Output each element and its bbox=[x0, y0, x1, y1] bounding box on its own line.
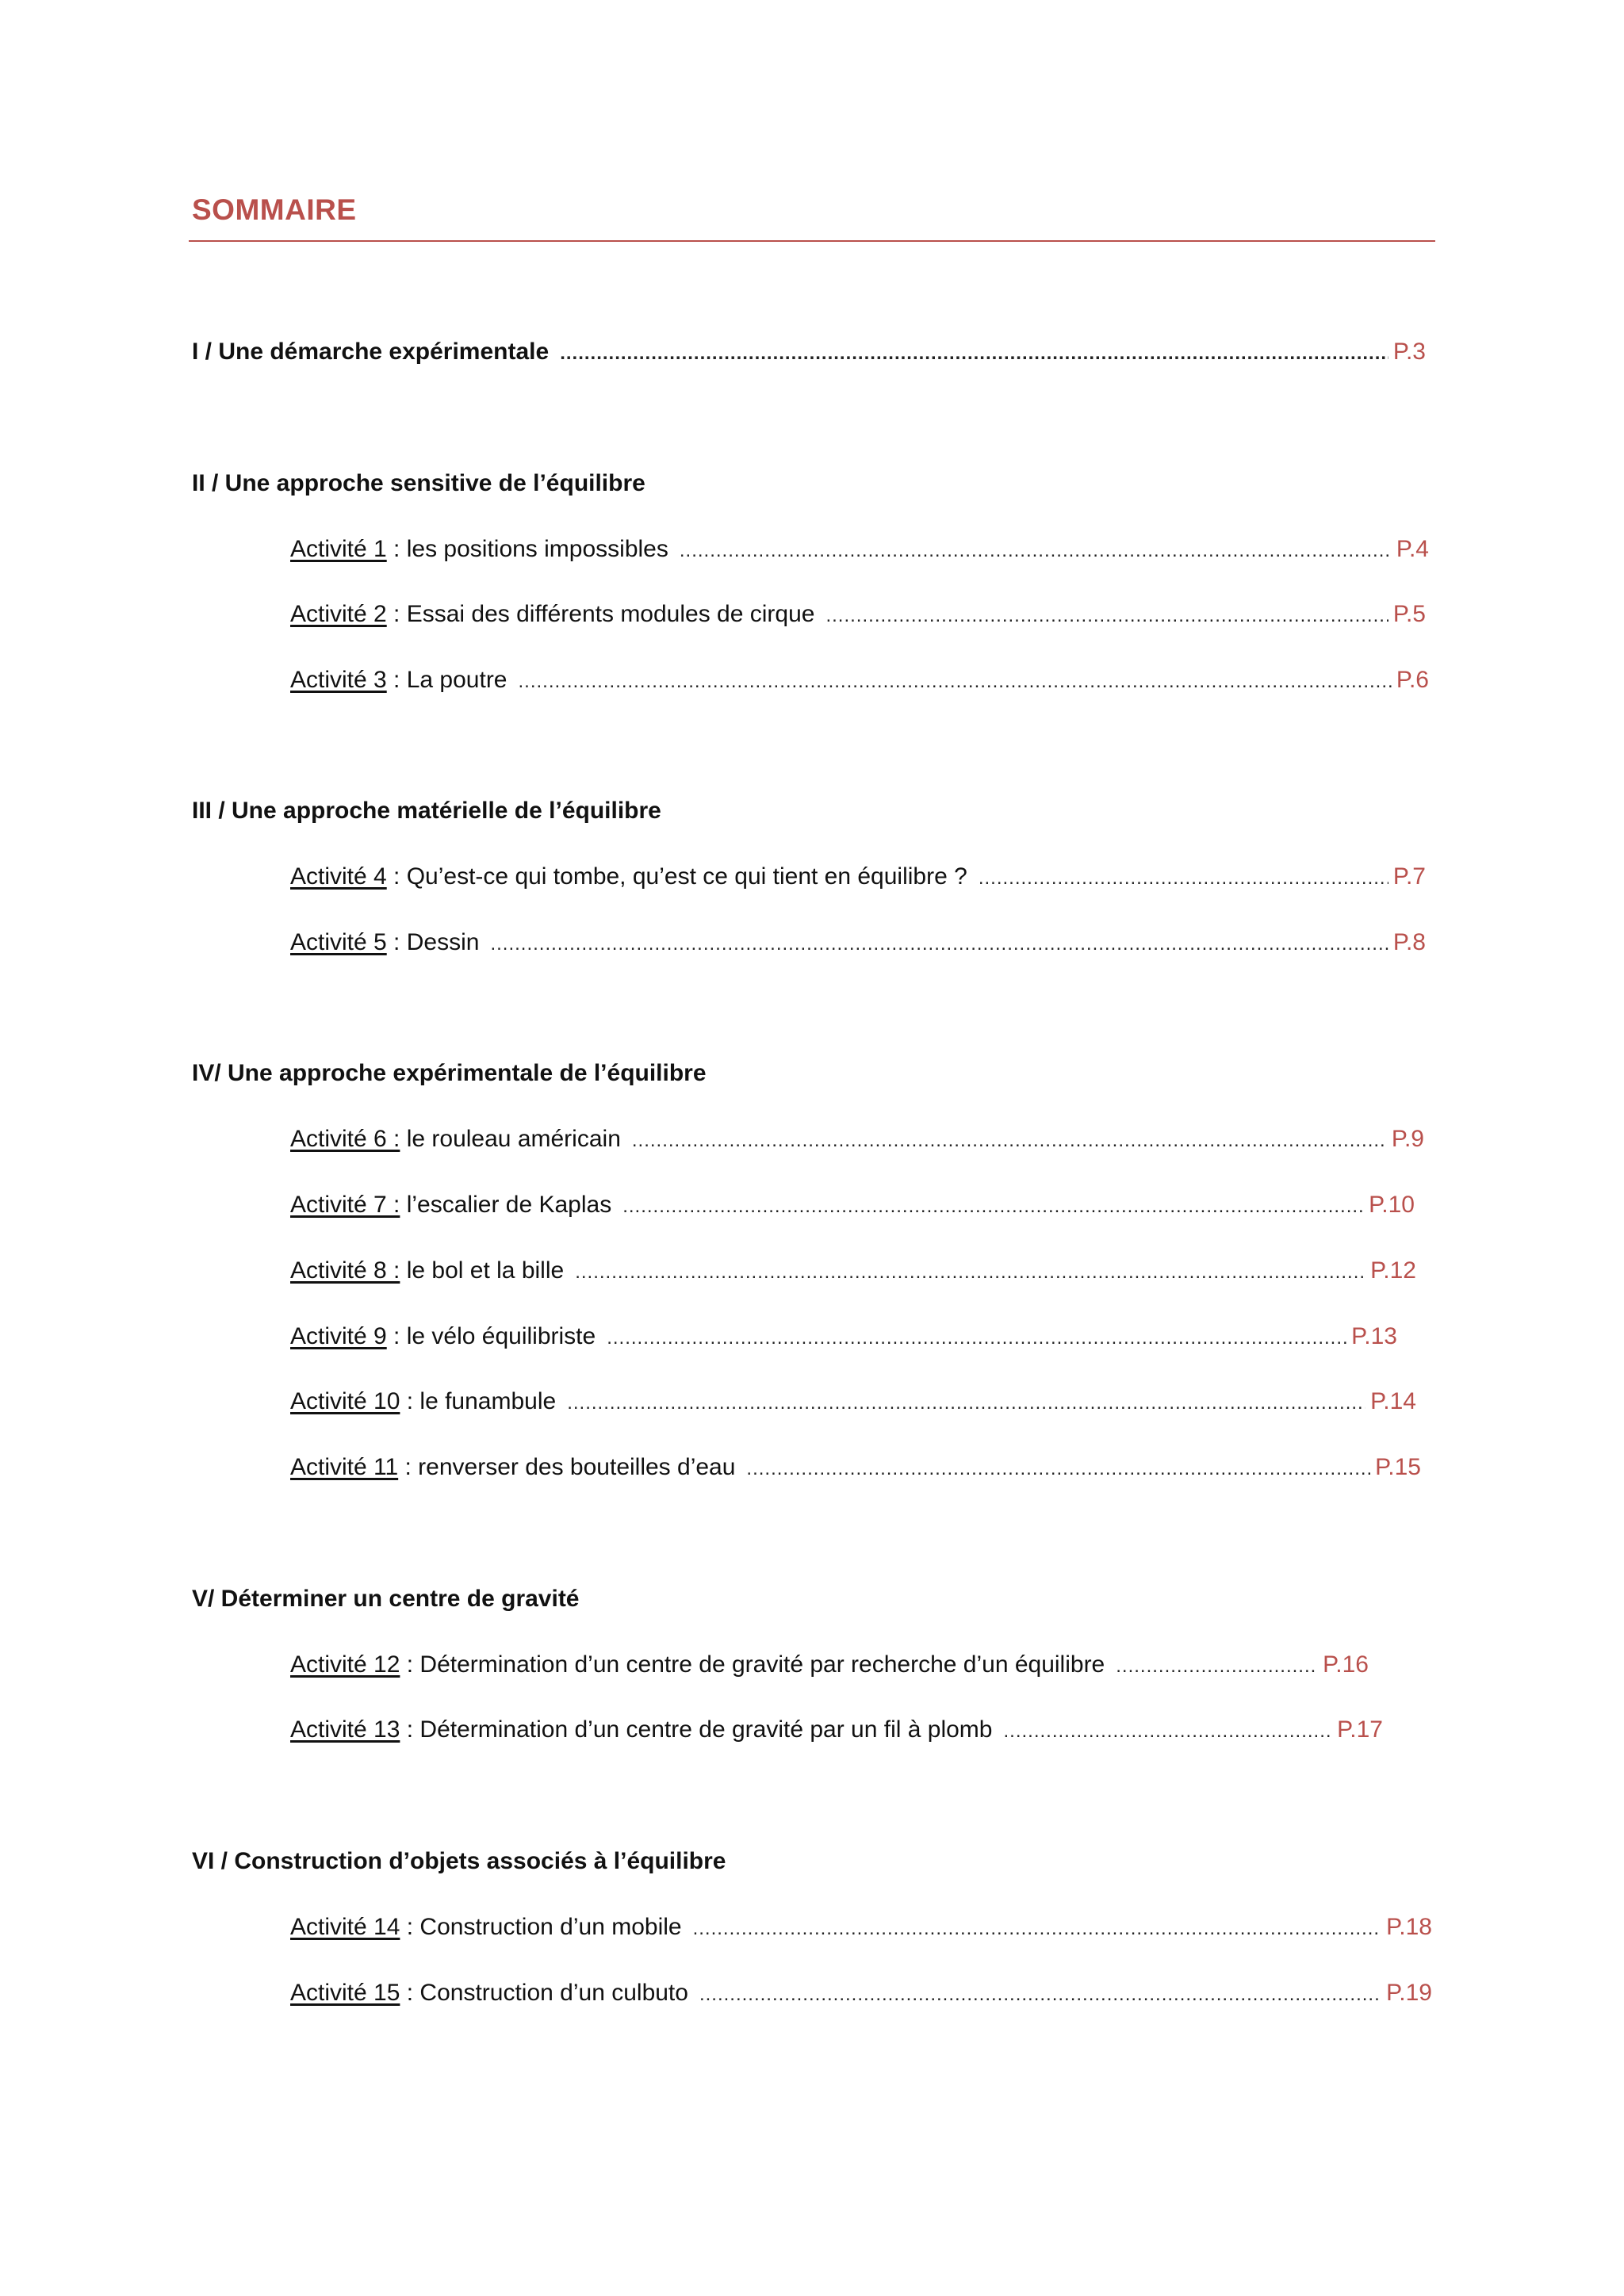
toc-section-2 bbox=[192, 468, 645, 499]
activity-title: : Essai des différents modules de cirque bbox=[386, 601, 815, 627]
page-number: P.18 bbox=[1386, 1914, 1432, 1940]
dot-leader bbox=[567, 1387, 1365, 1419]
activity-title: : le funambule bbox=[400, 1388, 557, 1414]
activity-title: le rouleau américain bbox=[400, 1126, 621, 1152]
title-divider bbox=[189, 240, 1435, 242]
dot-leader bbox=[979, 863, 1388, 894]
activity-title: : Qu’est-ce qui tombe, qu’est ce qui tient en équilibre ? bbox=[386, 863, 967, 890]
page-number: P.9 bbox=[1391, 1126, 1424, 1152]
activity-title: : renverser des bouteilles d’eau bbox=[398, 1454, 736, 1480]
page-number: P.19 bbox=[1386, 1980, 1432, 2006]
activity-title: : Construction d’un mobile bbox=[400, 1914, 682, 1940]
toc-section-6 bbox=[192, 1846, 726, 1877]
page-number: P.12 bbox=[1370, 1257, 1416, 1284]
activity-label: Activité 14 bbox=[290, 1914, 400, 1940]
activity-label: Activité 8 : bbox=[290, 1257, 400, 1284]
activity-title: : le vélo équilibriste bbox=[386, 1323, 596, 1349]
toc-section-title: IV/ Une approche expérimentale de l’équilibre bbox=[192, 1060, 707, 1086]
toc-activity-11[interactable] bbox=[290, 1452, 1421, 1483]
page-number: P.5 bbox=[1392, 601, 1426, 627]
page-number: P.7 bbox=[1392, 863, 1426, 890]
toc-activity-4[interactable] bbox=[290, 861, 1426, 893]
dot-leader bbox=[519, 666, 1392, 698]
activity-label: Activité 1 bbox=[290, 536, 387, 562]
toc-section-title: V/ Déterminer un centre de gravité bbox=[192, 1586, 580, 1612]
toc-activity-14[interactable] bbox=[290, 1911, 1432, 1943]
toc-activity-13[interactable] bbox=[290, 1714, 1383, 1746]
activity-title: le bol et la bille bbox=[400, 1257, 565, 1284]
page-number: P.3 bbox=[1392, 339, 1426, 365]
activity-title: : Détermination d’un centre de gravité par recherche d’un équilibre bbox=[400, 1651, 1105, 1678]
toc-section-4 bbox=[192, 1058, 707, 1089]
page-number: P.14 bbox=[1370, 1388, 1416, 1414]
toc-activity-6[interactable] bbox=[290, 1123, 1424, 1155]
page-number: P.8 bbox=[1392, 929, 1426, 955]
toc-section-3 bbox=[192, 795, 661, 827]
toc-section-1[interactable] bbox=[192, 336, 1426, 368]
page-number: P.17 bbox=[1337, 1716, 1383, 1743]
activity-label: Activité 2 bbox=[290, 601, 387, 627]
dot-leader bbox=[1003, 1716, 1332, 1747]
activity-label: Activité 9 bbox=[290, 1323, 387, 1349]
toc-activity-12[interactable] bbox=[290, 1649, 1369, 1681]
toc-activity-8[interactable] bbox=[290, 1255, 1416, 1287]
toc-section-title: II / Une approche sensitive de l’équilibre bbox=[192, 470, 645, 496]
toc-activity-5[interactable] bbox=[290, 927, 1426, 959]
activity-label: Activité 7 : bbox=[290, 1192, 400, 1218]
activity-label: Activité 3 bbox=[290, 667, 387, 693]
toc-section-5 bbox=[192, 1583, 580, 1615]
toc-activity-3[interactable] bbox=[290, 664, 1429, 696]
page-number: P.6 bbox=[1396, 667, 1429, 693]
dot-leader bbox=[746, 1453, 1370, 1485]
activity-title: : Construction d’un culbuto bbox=[400, 1980, 688, 2006]
activity-title: : Dessin bbox=[386, 929, 480, 955]
toc-section-title: I / Une démarche expérimentale bbox=[192, 339, 550, 365]
page-title: SOMMAIRE bbox=[192, 193, 357, 226]
dot-leader bbox=[680, 535, 1392, 567]
activity-label: Activité 11 bbox=[290, 1454, 399, 1480]
activity-title: l’escalier de Kaplas bbox=[400, 1192, 612, 1218]
page-number: P.10 bbox=[1369, 1192, 1415, 1218]
page-number: P.4 bbox=[1396, 536, 1429, 562]
page-number: P.15 bbox=[1375, 1454, 1421, 1480]
dot-leader bbox=[693, 1913, 1382, 1945]
toc-activity-2[interactable] bbox=[290, 599, 1426, 630]
activity-title: : les positions impossibles bbox=[386, 536, 668, 562]
toc-section-title: VI / Construction d’objets associés à l’équilibre bbox=[192, 1848, 726, 1874]
toc-section-title: III / Une approche matérielle de l’équilibre bbox=[192, 798, 661, 824]
activity-label: Activité 13 bbox=[290, 1716, 400, 1743]
dot-leader bbox=[825, 600, 1388, 632]
activity-title: : La poutre bbox=[386, 667, 508, 693]
activity-label: Activité 6 : bbox=[290, 1126, 400, 1152]
activity-label: Activité 12 bbox=[290, 1651, 400, 1678]
activity-title: : Détermination d’un centre de gravité par un fil à plomb bbox=[400, 1716, 993, 1743]
dot-leader bbox=[560, 338, 1388, 369]
activity-label: Activité 5 bbox=[290, 929, 387, 955]
dot-leader bbox=[1116, 1651, 1318, 1682]
toc-activity-7[interactable] bbox=[290, 1189, 1415, 1221]
toc-activity-9[interactable] bbox=[290, 1321, 1397, 1353]
dot-leader bbox=[699, 1979, 1381, 2011]
activity-label: Activité 10 bbox=[290, 1388, 400, 1414]
dot-leader bbox=[607, 1322, 1346, 1354]
activity-label: Activité 4 bbox=[290, 863, 387, 890]
activity-label: Activité 15 bbox=[290, 1980, 400, 2006]
page-number: P.13 bbox=[1351, 1323, 1397, 1349]
dot-leader bbox=[575, 1257, 1365, 1288]
dot-leader bbox=[490, 928, 1388, 960]
dot-leader bbox=[632, 1125, 1387, 1157]
dot-leader bbox=[622, 1191, 1364, 1223]
toc-activity-15[interactable] bbox=[290, 1977, 1432, 2009]
toc-activity-1[interactable] bbox=[290, 534, 1429, 565]
page-number: P.16 bbox=[1323, 1651, 1369, 1678]
toc-activity-10[interactable] bbox=[290, 1386, 1416, 1418]
